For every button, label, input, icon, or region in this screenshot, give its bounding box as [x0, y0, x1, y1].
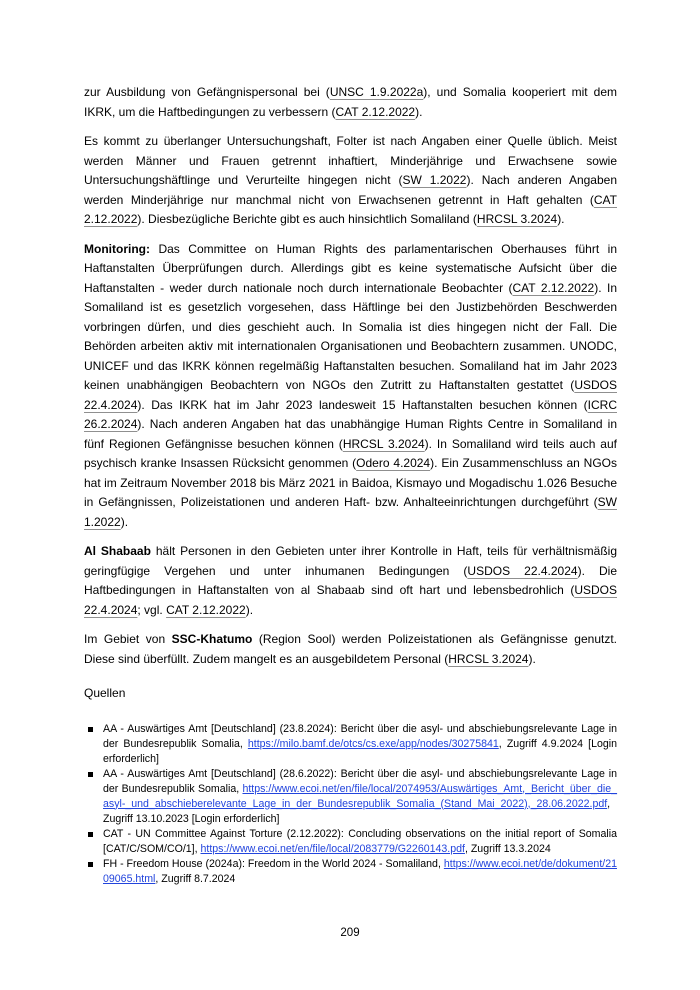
text-run: ). Nach anderen Angaben hat das unabhängige Human Rights Centre in Somaliland in fünf Regionen Gefängnisse besuchen können (	[84, 417, 617, 451]
sources-list	[84, 722, 617, 887]
citation-link[interactable]: HRCSL 3.2024	[476, 212, 558, 226]
citation-link[interactable]: CAT 2.12.2022	[166, 602, 246, 617]
text-run: ; vgl.	[137, 602, 167, 617]
page-number: 209	[340, 927, 360, 939]
text-run: AA - Auswärtiges Amt [Deutschland] (23.8.2024): Bericht über die asyl- und abschiebungsrelevante Lage in der Bundesrepublik Somalia,	[103, 722, 617, 750]
paragraph-al-shabaab	[84, 542, 617, 620]
text-run: ). Diesbezügliche Berichte gibt es auch hinsichtlich Somaliland (	[137, 212, 477, 226]
text-run: Das Committee on Human Rights des parlamentarischen Oberhauses führt in Haftanstalten Überprüfungen durch. Allerdings gibt es keine systematische Aufsicht über die Haftanstalten - weder durch nationale noch durch internationale Beobachter (	[84, 241, 617, 295]
paragraph-ssc-khatumo	[84, 630, 617, 669]
paragraph-detention-conditions	[84, 132, 617, 230]
url-link[interactable]: https://www.ecoi.net/de/dokument/2109065.html	[103, 857, 617, 885]
text-run: AA - Auswärtiges Amt [Deutschland] (28.6.2022): Bericht über die asyl- und abschiebungsrelevante Lage in der Bundesrepublik Somalia,	[103, 767, 617, 795]
bold-text: Al Shabaab	[84, 544, 151, 558]
bold-text: SSC-Khatumo	[171, 632, 253, 646]
citation-link[interactable]: USDOS 22.4.2024	[84, 378, 617, 412]
url-link[interactable]: https://www.ecoi.net/en/file/local/2074953/Auswärtiges_Amt,_Bericht_über_die_asyl-_und_abschieberelevante_Lage_in_der_Bundesrepublik_Somalia_(Stand_Mai_2022),_28.06.2022.pdf	[103, 782, 617, 810]
text-run: (Region Sool) werden Polizeistationen als Gefängnisse genutzt. Diese sind überfüllt. Zudem mangelt es an ausgebildetem Personal (	[84, 632, 617, 666]
text-run: hält Personen in den Gebieten unter ihrer Kontrolle in Haft, teils für verhältnismäßig geringfügige Vergehen und unter inhumanen Bedingungen (	[84, 544, 617, 578]
citation-link[interactable]: CAT 2.12.2022	[84, 192, 617, 226]
text-run: , Zugriff 8.7.2024	[155, 872, 236, 885]
citation-link[interactable]: CAT 2.12.2022	[335, 104, 416, 119]
bullet-square-icon	[88, 832, 93, 837]
source-item-cat	[88, 827, 617, 857]
sources-heading: Quellen	[84, 686, 126, 700]
citation-link[interactable]: HRCSL 3.2024	[448, 651, 529, 666]
bold-text: Monitoring:	[84, 241, 150, 256]
text-run: , Zugriff 13.10.2023 [Login erforderlich]	[103, 797, 611, 825]
text-run: Es kommt zu überlanger Untersuchungshaft, Folter ist nach Angaben einer Quelle üblich. Meist werden Männer und Frauen getrennt inhaftiert, Minderjährige und Erwachsene sowie Untersuchungshäftlinge und Verurteilte hingegen nicht (	[84, 134, 617, 187]
source-item-aa-2022	[88, 767, 617, 827]
citation-link[interactable]: ICRC 26.2.2024	[84, 397, 617, 431]
citation-link[interactable]: CAT 2.12.2022	[512, 280, 595, 295]
text-run: zur Ausbildung von Gefängnispersonal bei (	[84, 85, 330, 99]
source-text	[103, 828, 617, 855]
source-item-aa-2024	[88, 722, 617, 767]
text-run: ), und Somalia kooperiert mit dem IKRK, um die Haftbedingungen zu verbessern (	[84, 85, 617, 119]
citation-link[interactable]: SW 1.2022	[402, 173, 467, 187]
citation-link[interactable]: Odero 4.2024	[356, 456, 431, 470]
url-link[interactable]: https://www.ecoi.net/en/file/local/2083779/G2260143.pdf	[200, 842, 465, 855]
citation-link[interactable]: UNSC 1.9.2022a	[329, 85, 424, 99]
citation-link[interactable]: USDOS 22.4.2024	[467, 563, 578, 578]
text-run: , Zugriff 13.3.2024	[464, 842, 551, 855]
text-run: ). In Somaliland ist es gesetzlich vorgesehen, dass Häftlinge bei den Justizbehörden Beschwerden vorbringen dürfen, und dies geschieht auch. In Somalia ist dies hingegen nicht der Fall. Die Behörden arbeiten aktiv mit internationalen Organisationen und Beobachtern zusammen. UNODC, UNICEF und das IKRK können regelmäßig Haftanstalten besuchen. Somaliland hat im Jahr 2023 keinen unabhängigen Beobachtern von NGOs den Zutritt zu Haftanstalten gestattet (	[84, 280, 617, 392]
bullet-square-icon	[88, 772, 93, 777]
url-link[interactable]: https://milo.bamf.de/otcs/cs.exe/app/nodes/30275841	[247, 737, 499, 750]
text-run: , Zugriff 4.9.2024 [Login erforderlich]	[103, 737, 617, 765]
text-run: ). Das IKRK hat im Jahr 2023 landesweit 15 Haftanstalten besuchen können (	[137, 397, 588, 412]
text-run: ).	[557, 212, 565, 226]
citation-link[interactable]: USDOS 22.4.2024	[84, 583, 617, 617]
text-run: ). Nach anderen Angaben werden Minderjährige nur manchmal nicht von Erwachsenen getrennt in Haft gehalten (	[84, 173, 617, 207]
paragraph-training-cooperation	[84, 83, 617, 122]
source-text	[103, 858, 617, 885]
text-run: ). Die Haftbedingungen in Haftanstalten von al Shabaab sind oft hart und lebensbedrohlich (	[84, 563, 617, 597]
source-item-fh	[88, 857, 617, 887]
text-run: ). In Somaliland wird teils auch auf psychisch kranke Insassen Rücksicht genommen (	[84, 436, 617, 470]
text-run: Im Gebiet von	[84, 632, 172, 646]
source-text	[103, 723, 617, 765]
text-run: ). Ein Zusammenschluss an NGOs hat im Zeitraum November 2018 bis März 2021 in Baidoa, Kismayo und Mogadischu 1.026 Besuche in Gefängnissen, Polizeistationen und anderen Haft- bzw. Anhalteeinrichtungen durchgeführt (	[84, 456, 618, 509]
page-footer	[0, 926, 700, 941]
text-run: ).	[415, 104, 423, 119]
bullet-square-icon	[88, 862, 93, 867]
text-run: FH - Freedom House (2024a): Freedom in the World 2024 - Somaliland,	[103, 857, 444, 870]
citation-link[interactable]: HRCSL 3.2024	[342, 436, 425, 451]
text-run: ).	[120, 514, 129, 529]
bullet-square-icon	[88, 727, 93, 732]
source-text	[103, 768, 617, 825]
citation-link[interactable]: SW 1.2022	[84, 495, 617, 529]
text-run: ).	[245, 602, 254, 617]
paragraph-monitoring	[84, 240, 617, 533]
text-run: ).	[528, 651, 536, 666]
text-run: CAT - UN Committee Against Torture (2.12.2022): Concluding observations on the initial report of Somalia [CAT/C/SOM/CO/1],	[103, 827, 617, 855]
